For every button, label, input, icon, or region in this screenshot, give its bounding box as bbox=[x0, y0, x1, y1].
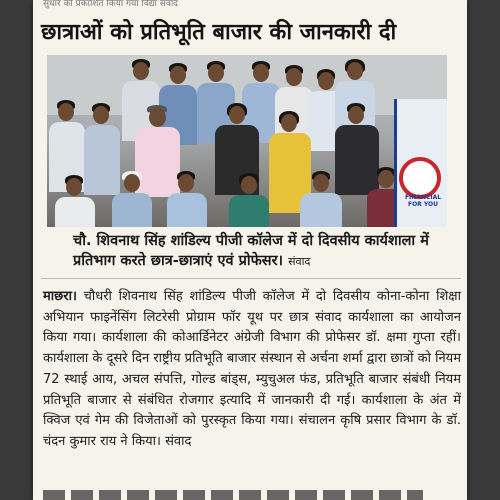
dateline: माछरा। bbox=[43, 289, 77, 304]
photo-caption bbox=[73, 231, 453, 272]
event-banner bbox=[394, 99, 447, 227]
article-text: चौधरी शिवनाथ सिंह शांडिल्य पीजी कॉलेज में दो दिवसीय कोना-कोना शिक्षा अभियान फाइनेंसिंग लिटरेसी प्रोग्राम फॉर यूथ पर छात्र संवाद कार्यशाला का आयोजन किया गया। कार्यशाला की कोआर्डिनेटर अंग्रेजी विभाग की प्रोफेसर डॉ. क्षमा गुप्ता रहीं। कार्यशाला के दूसरे दिन राष्ट्रीय प्रतिभूति बाजार संस्थान से अर्चना शर्मा द्वारा छात्रों को नियम 72 स्थाई आय, अचल संपत्ति, गोल्ड बांड्स, म्युचुअल फंड, प्रतिभूति बाजार संबंधी नियम प्रतिभूति बाजार से संबंधित रोजगार इत्यादि में जानकारी दी गई। कार्यशाला के अंत में क्विज एवं गेम की विजेताओं को पुरस्कृत किया गया। संचालन कृषि प्रसार विभाग के डॉ. चंदन कुमार राय ने किया। bbox=[43, 289, 461, 449]
top-strip-text: सुधार को प्रकाशित किया गया विद्या संवाद bbox=[43, 0, 178, 9]
banner-text: FINANCIAL FOR YOU bbox=[404, 194, 442, 208]
caption-tag: संवाद bbox=[288, 255, 311, 268]
group-photo bbox=[47, 55, 447, 227]
headline: छात्राओं को प्रतिभूति बाजार की जानकारी दी bbox=[41, 20, 397, 45]
article-body bbox=[43, 287, 461, 453]
divider bbox=[41, 278, 461, 279]
newspaper-clipping bbox=[33, 0, 467, 500]
next-headline-strip bbox=[43, 490, 423, 500]
banner-logo-icon bbox=[399, 157, 441, 199]
article-tag: संवाद bbox=[165, 433, 192, 449]
caption-text: चौ. शिवनाथ सिंह शांडिल्य पीजी कॉलेज में दो दिवसीय कार्यशाला में प्रतिभाग करते छात्र-छात्राएं एवं प्रोफेसर। bbox=[73, 233, 429, 269]
